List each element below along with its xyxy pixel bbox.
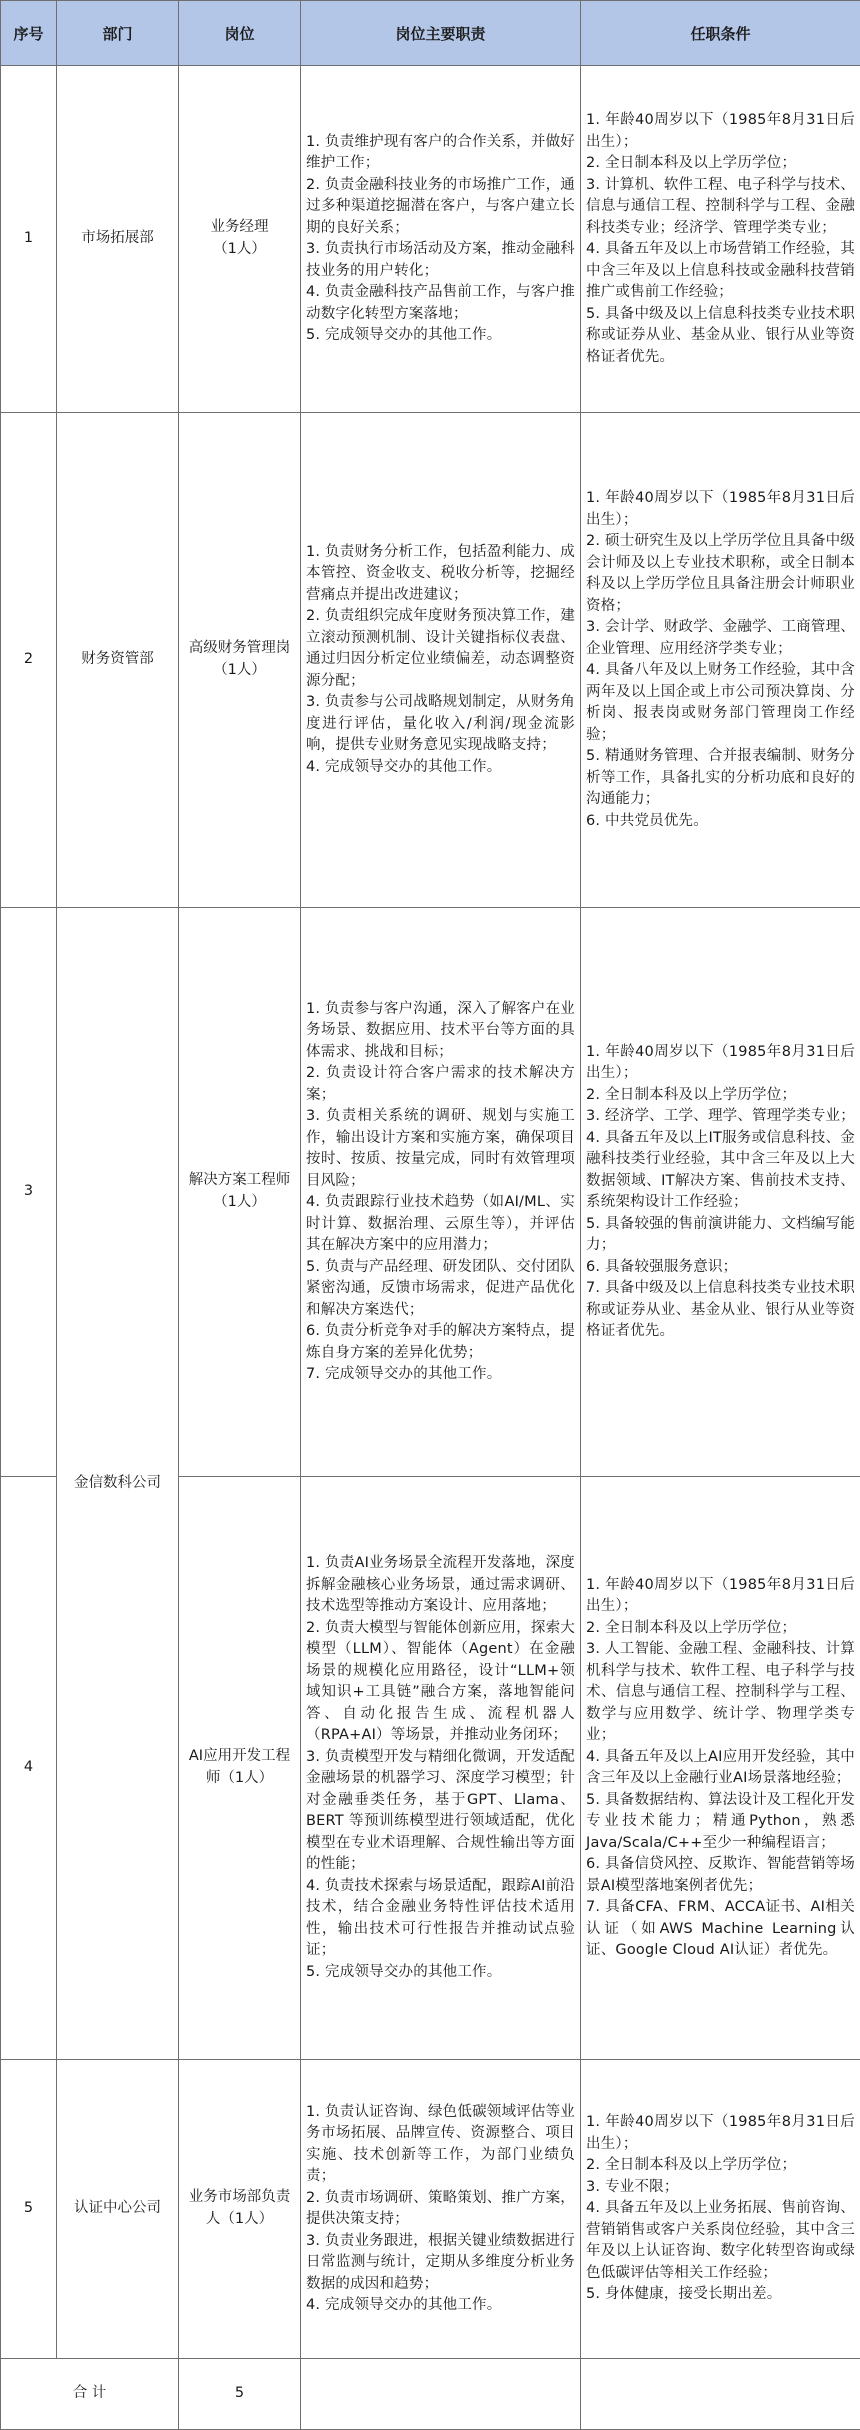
duty-item: 4. 负责跟踪行业技术趋势（如AI/ML、实时计算、数据治理、云原生等），并评估其在解决方案中的应用潜力； bbox=[306, 1192, 575, 1257]
requirement-item: 5. 身体健康，接受长期出差。 bbox=[586, 2284, 855, 2306]
table-row bbox=[1, 66, 860, 413]
requirement-item: 3. 会计学、财政学、金融学、工商管理、企业管理、应用经济学类专业； bbox=[586, 617, 855, 660]
row-dept: 财务资管部 bbox=[57, 413, 179, 908]
row-requirements bbox=[581, 66, 860, 413]
requirement-item: 1. 年龄40周岁以下（1985年8月31日后出生）； bbox=[586, 1575, 855, 1618]
duty-item: 4. 完成领导交办的其他工作。 bbox=[306, 757, 575, 779]
requirement-item: 5. 具备中级及以上信息科技类专业技术职称或证券从业、基金从业、银行从业等资格证者优先。 bbox=[586, 304, 855, 369]
header-row bbox=[1, 1, 860, 66]
requirement-item: 5. 具备较强的售前演讲能力、文档编写能力； bbox=[586, 1214, 855, 1257]
requirement-item: 2. 全日制本科及以上学历学位； bbox=[586, 1618, 855, 1640]
duty-item: 4. 完成领导交办的其他工作。 bbox=[306, 2295, 575, 2317]
requirement-item: 6. 中共党员优先。 bbox=[586, 811, 855, 833]
header-duties: 岗位主要职责 bbox=[301, 1, 581, 66]
row-duties bbox=[301, 908, 581, 1477]
total-label: 合 计 bbox=[1, 2359, 179, 2430]
row-requirements bbox=[581, 908, 860, 1477]
row-no: 2 bbox=[1, 413, 57, 908]
position-text: 业务经理 （1人） bbox=[211, 219, 269, 257]
requirement-item: 4. 具备五年及以上业务拓展、售前咨询、营销销售或客户关系岗位经验，其中含三年及以上认证咨询、数字化转型咨询或绿色低碳评估等相关工作经验； bbox=[586, 2198, 855, 2284]
duty-item: 1. 负责维护现有客户的合作关系，并做好维护工作； bbox=[306, 132, 575, 175]
requirement-item: 4. 具备五年及以上市场营销工作经验，其中含三年及以上信息科技或金融科技营销推广或售前工作经验； bbox=[586, 239, 855, 304]
requirement-item: 2. 全日制本科及以上学历学位； bbox=[586, 1085, 855, 1107]
requirement-item: 4. 具备五年及以上IT服务或信息科技、金融科技类行业经验，其中含三年及以上大数据领域、IT解决方案、售前技术支持、系统架构设计工作经验； bbox=[586, 1128, 855, 1214]
duty-item: 7. 完成领导交办的其他工作。 bbox=[306, 1364, 575, 1386]
duty-item: 3. 负责参与公司战略规划制定，从财务角度进行评估，量化收入/利润/现金流影响，提供专业财务意见实现战略支持； bbox=[306, 692, 575, 757]
row-position: 高级财务管理岗（1人） bbox=[179, 413, 301, 908]
row-duties bbox=[301, 1477, 581, 2060]
requirement-item: 1. 年龄40周岁以下（1985年8月31日后出生）； bbox=[586, 1042, 855, 1085]
table-row bbox=[1, 2060, 860, 2359]
requirement-item: 4. 具备八年及以上财务工作经验，其中含两年及以上国企或上市公司预决算岗、分析岗、报表岗或财务部门管理岗工作经验； bbox=[586, 660, 855, 746]
row-position: AI应用开发工程师（1人） bbox=[179, 1477, 301, 2060]
row-position: 业务市场部负责人（1人） bbox=[179, 2060, 301, 2359]
table-row bbox=[1, 908, 860, 1477]
header-position: 岗位 bbox=[179, 1, 301, 66]
duty-item: 2. 负责设计符合客户需求的技术解决方案； bbox=[306, 1063, 575, 1106]
requirement-item: 7. 具备CFA、FRM、ACCA证书、AI相关认证（如AWS Machine Learning认证、Google Cloud AI认证）者优先。 bbox=[586, 1897, 855, 1962]
duty-item: 4. 负责技术探索与场景适配，跟踪AI前沿技术，结合金融业务特性评估技术适用性，输出技术可行性报告并推动试点验证； bbox=[306, 1876, 575, 1962]
duty-item: 1. 负责AI业务场景全流程开发落地，深度拆解金融核心业务场景，通过需求调研、技术选型等推动方案设计、应用落地； bbox=[306, 1553, 575, 1618]
requirement-item: 4. 具备五年及以上AI应用开发经验，其中含三年及以上金融行业AI场景落地经验； bbox=[586, 1747, 855, 1790]
requirement-item: 3. 经济学、工学、理学、管理学类专业； bbox=[586, 1106, 855, 1128]
requirement-item: 2. 全日制本科及以上学历学位； bbox=[586, 153, 855, 175]
requirement-item: 1. 年龄40周岁以下（1985年8月31日后出生）； bbox=[586, 110, 855, 153]
duty-item: 1. 负责认证咨询、绿色低碳领域评估等业务市场拓展、品牌宣传、资源整合、项目实施、技术创新等工作，为部门业绩负责； bbox=[306, 2102, 575, 2188]
header-no: 序号 bbox=[1, 1, 57, 66]
duty-item: 2. 负责金融科技业务的市场推广工作，通过多种渠道挖掘潜在客户，与客户建立长期的良好关系； bbox=[306, 175, 575, 240]
row-no: 4 bbox=[1, 1477, 57, 2060]
duty-item: 2. 负责组织完成年度财务预决算工作，建立滚动预测机制、设计关键指标仪表盘、通过归因分析定位业绩偏差，动态调整资源分配； bbox=[306, 606, 575, 692]
row-position bbox=[179, 66, 301, 413]
total-row bbox=[1, 2359, 860, 2430]
row-requirements bbox=[581, 2060, 860, 2359]
row-duties bbox=[301, 413, 581, 908]
row-no: 3 bbox=[1, 908, 57, 1477]
header-requirements: 任职条件 bbox=[581, 1, 860, 66]
duty-item: 2. 负责市场调研、策略策划、推广方案，提供决策支持； bbox=[306, 2188, 575, 2231]
row-duties bbox=[301, 2060, 581, 2359]
requirement-item: 1. 年龄40周岁以下（1985年8月31日后出生）； bbox=[586, 2112, 855, 2155]
row-dept: 市场拓展部 bbox=[57, 66, 179, 413]
duty-item: 1. 负责财务分析工作，包括盈利能力、成本管控、资金收支、税收分析等，挖掘经营痛点并提出改进建议； bbox=[306, 542, 575, 607]
duty-item: 3. 负责模型开发与精细化微调，开发适配金融场景的机器学习、深度学习模型；针对金融垂类任务，基于GPT、Llama、BERT 等预训练模型进行领域适配，优化模型在专业术语理解、合规性输出等方面的性能； bbox=[306, 1747, 575, 1876]
requirement-item: 3. 计算机、软件工程、电子科学与技术、信息与通信工程、控制科学与工程、金融科技类专业；经济学、管理学类专业； bbox=[586, 175, 855, 240]
requirement-item: 5. 精通财务管理、合并报表编制、财务分析等工作，具备扎实的分析功底和良好的沟通能力； bbox=[586, 746, 855, 811]
requirement-item: 2. 硕士研究生及以上学历学位且具备中级会计师及以上专业技术职称，或全日制本科及以上学历学位且具备注册会计师职业资格； bbox=[586, 531, 855, 617]
row-requirements bbox=[581, 413, 860, 908]
duty-item: 5. 负责与产品经理、研发团队、交付团队紧密沟通，反馈市场需求，促进产品优化和解决方案迭代； bbox=[306, 1257, 575, 1322]
requirement-item: 3. 专业不限； bbox=[586, 2177, 855, 2199]
duty-item: 3. 负责业务跟进，根据关键业绩数据进行日常监测与统计，定期从多维度分析业务数据的成因和趋势； bbox=[306, 2231, 575, 2296]
duty-item: 4. 负责金融科技产品售前工作，与客户推动数字化转型方案落地； bbox=[306, 282, 575, 325]
row-dept: 认证中心公司 bbox=[57, 2060, 179, 2359]
total-count: 5 bbox=[179, 2359, 301, 2430]
duty-item: 2. 负责大模型与智能体创新应用，探索大模型（LLM）、智能体（Agent）在金融场景的规模化应用路径，设计“LLM+领域知识+工具链”融合方案，落地智能问答、自动化报告生成、流程机器人（RPA+AI）等场景，并推动业务闭环； bbox=[306, 1618, 575, 1747]
requirement-item: 2. 全日制本科及以上学历学位； bbox=[586, 2155, 855, 2177]
duty-item: 5. 完成领导交办的其他工作。 bbox=[306, 325, 575, 347]
total-empty-duties bbox=[301, 2359, 581, 2430]
row-position: 解决方案工程师（1人） bbox=[179, 908, 301, 1477]
duty-item: 5. 完成领导交办的其他工作。 bbox=[306, 1962, 575, 1984]
table-row bbox=[1, 413, 860, 908]
requirement-item: 5. 具备数据结构、算法设计及工程化开发专业技术能力；精通Python，熟悉Java/Scala/C++至少一种编程语言； bbox=[586, 1790, 855, 1855]
requirement-item: 6. 具备较强服务意识； bbox=[586, 1257, 855, 1279]
requirement-item: 3. 人工智能、金融工程、金融科技、计算机科学与技术、软件工程、电子科学与技术、信息与通信工程、控制科学与工程、数学与应用数学、统计学、物理学类专业； bbox=[586, 1639, 855, 1747]
duty-item: 3. 负责执行市场活动及方案，推动金融科技业务的用户转化； bbox=[306, 239, 575, 282]
duty-item: 1. 负责参与客户沟通，深入了解客户在业务场景、数据应用、技术平台等方面的具体需求、挑战和目标； bbox=[306, 999, 575, 1064]
requirement-item: 1. 年龄40周岁以下（1985年8月31日后出生）； bbox=[586, 488, 855, 531]
row-requirements bbox=[581, 1477, 860, 2060]
duty-item: 3. 负责相关系统的调研、规划与实施工作，输出设计方案和实施方案，确保项目按时、按质、按量完成，同时有效管理项目风险； bbox=[306, 1106, 575, 1192]
requirement-item: 7. 具备中级及以上信息科技类专业技术职称或证券从业、基金从业、银行从业等资格证者优先。 bbox=[586, 1278, 855, 1343]
total-empty-requirements bbox=[581, 2359, 860, 2430]
header-dept: 部门 bbox=[57, 1, 179, 66]
requirement-item: 6. 具备信贷风控、反欺诈、智能营销等场景AI模型落地案例者优先； bbox=[586, 1854, 855, 1897]
duty-item: 6. 负责分析竞争对手的解决方案特点，提炼自身方案的差异化优势； bbox=[306, 1321, 575, 1364]
row-no: 5 bbox=[1, 2060, 57, 2359]
row-duties bbox=[301, 66, 581, 413]
row-dept-merged: 金信数科公司 bbox=[57, 908, 179, 2060]
row-no: 1 bbox=[1, 66, 57, 413]
